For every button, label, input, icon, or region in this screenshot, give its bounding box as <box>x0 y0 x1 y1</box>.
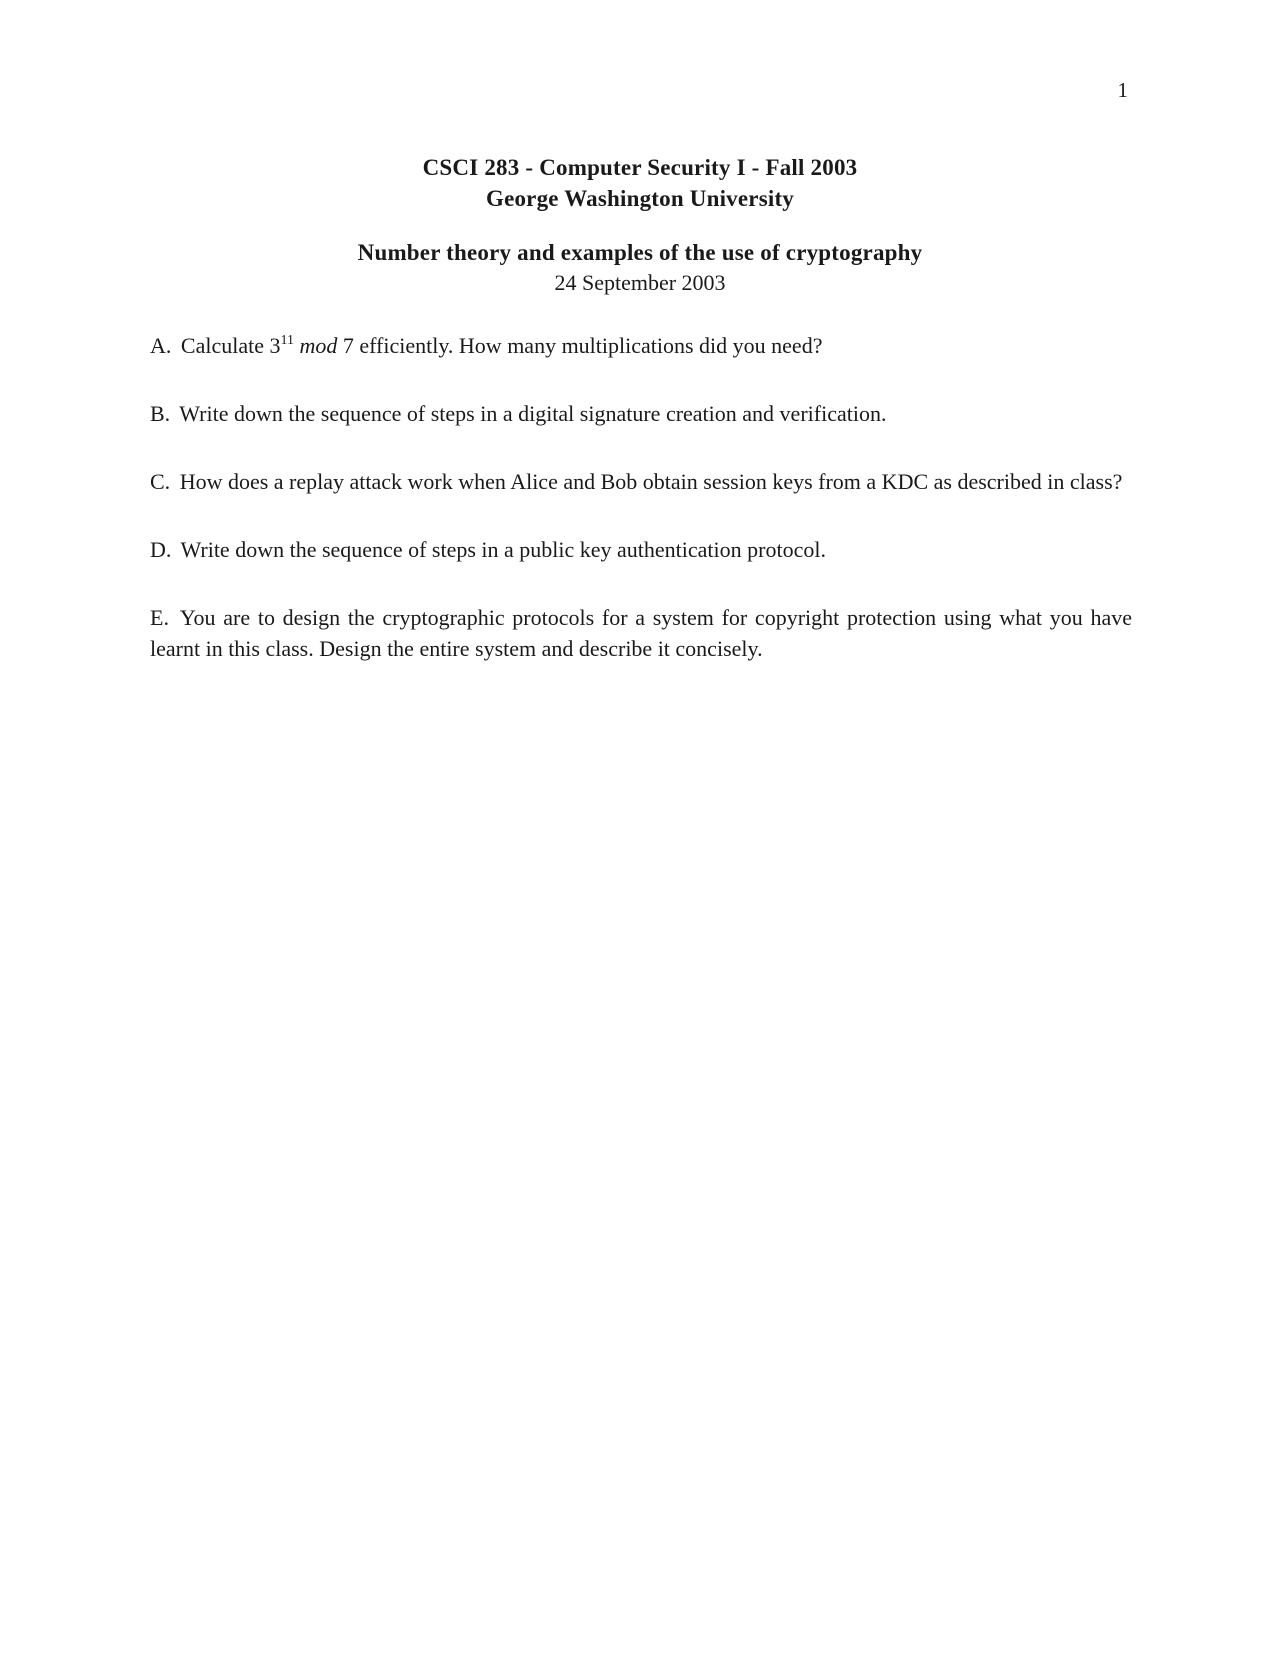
question-e <box>150 602 1132 664</box>
question-c <box>150 466 1132 497</box>
question-a-suffix: 7 efficiently. How many multiplications did you need? <box>342 333 823 358</box>
question-b <box>150 398 1132 429</box>
question-list <box>150 330 1132 701</box>
course-title: CSCI 283 - Computer Security I - Fall 2003 <box>422 155 858 180</box>
question-c-text: How does a replay attack work when Alice and Bob obtain session keys from a KDC as described in class? <box>179 469 1123 494</box>
question-a-label: A. <box>150 333 172 358</box>
question-a-prefix: Calculate 3 <box>180 333 281 358</box>
document-header <box>150 152 1130 298</box>
question-b-label: B. <box>150 401 171 426</box>
page-number: 1 <box>1117 78 1128 102</box>
question-a <box>150 330 1132 361</box>
question-a-exponent: 11 <box>280 333 294 348</box>
question-d-label: D. <box>150 537 172 562</box>
question-c-label: C. <box>150 469 171 494</box>
question-d <box>150 534 1132 565</box>
handout-date: 24 September 2003 <box>554 270 726 295</box>
university-name: George Washington University <box>485 186 794 211</box>
handout-topic: Number theory and examples of the use of cryptography <box>357 240 923 265</box>
question-a-mod: mod <box>299 333 338 358</box>
question-e-text: You are to design the cryptographic protocols for a system for copyright protection using what you have learnt in this class. Design the entire system and describe it concisely. <box>150 605 1132 661</box>
question-e-label: E. <box>150 605 169 630</box>
question-b-text: Write down the sequence of steps in a digital signature creation and verification. <box>179 401 887 426</box>
question-d-text: Write down the sequence of steps in a public key authentication protocol. <box>180 537 826 562</box>
